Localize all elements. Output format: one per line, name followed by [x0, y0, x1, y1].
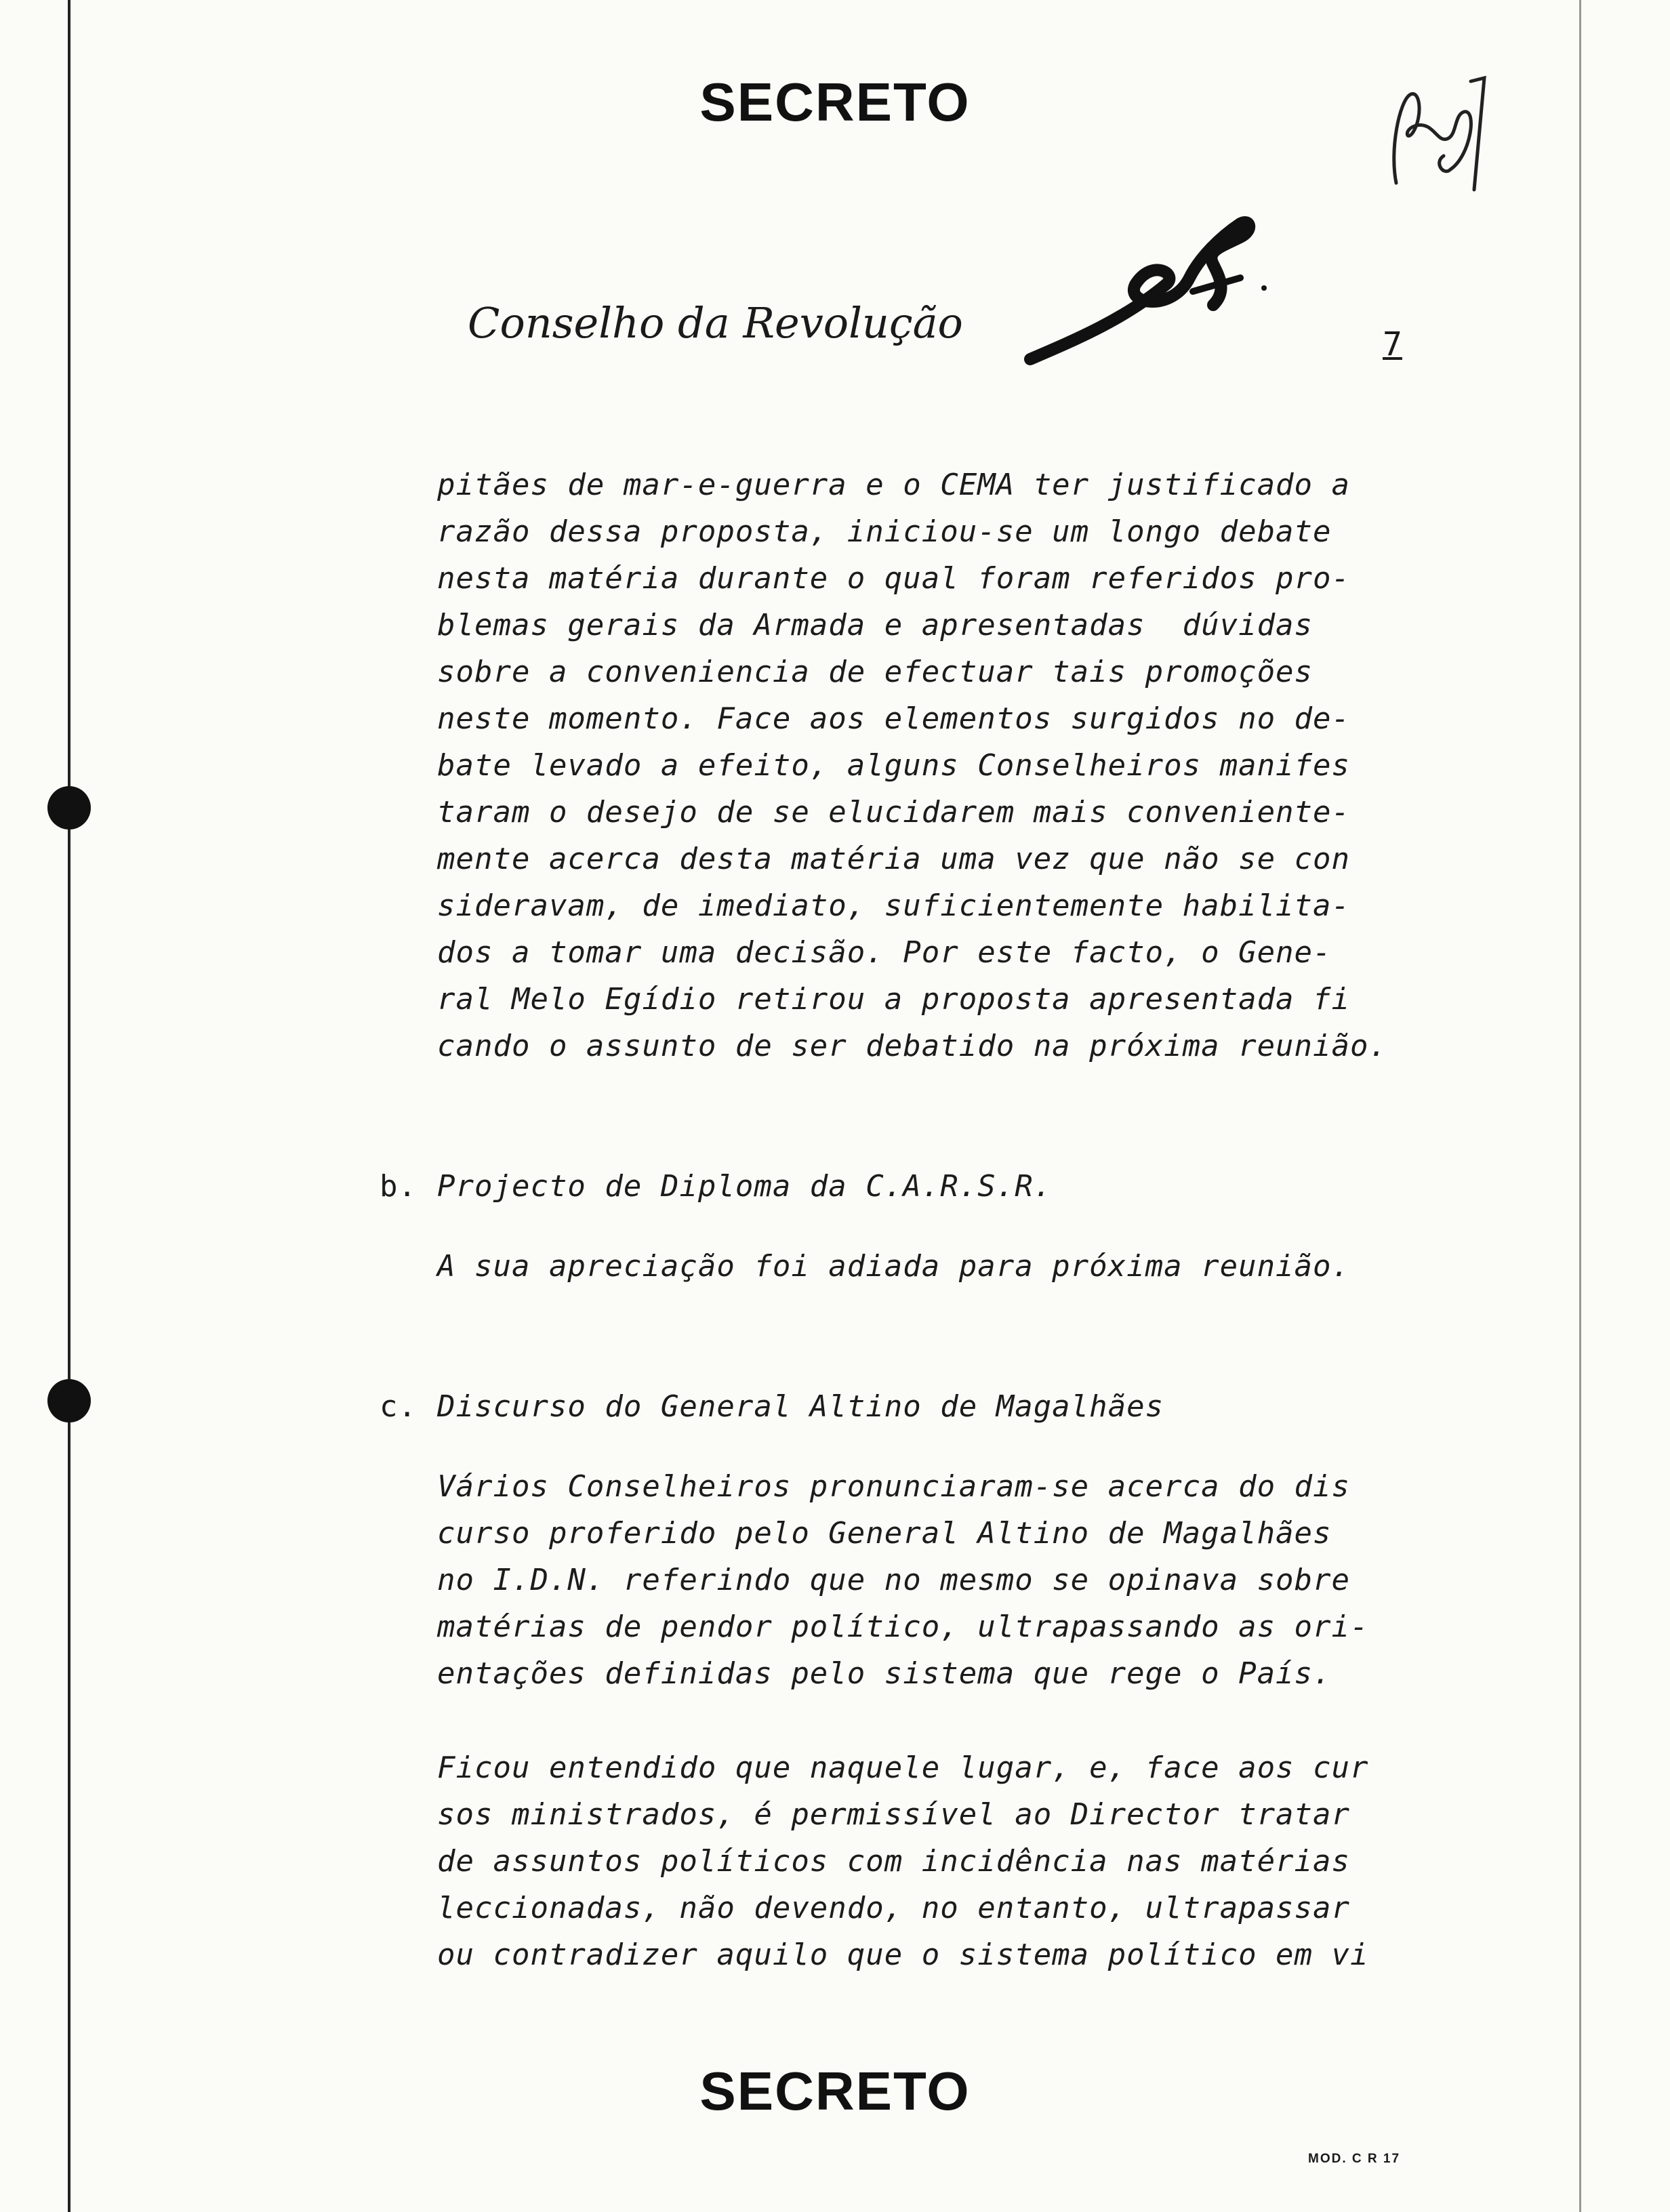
text-line: matérias de pendor político, ultrapassando as ori-	[437, 1610, 1369, 1644]
text-line: A sua apreciação foi adiada para próxima reunião.	[437, 1249, 1351, 1284]
text-line: nesta matéria durante o qual foram referidos pro-	[437, 561, 1351, 596]
text-line: mente acerca desta matéria uma vez que não se con	[437, 842, 1351, 876]
letterhead: Conselho da Revolução	[468, 298, 963, 348]
text-line: de assuntos políticos com incidência nas matérias	[437, 1844, 1351, 1879]
right-page-edge	[1579, 0, 1581, 2212]
text-line: razão dessa proposta, iniciou-se um longo debate	[437, 514, 1332, 549]
text-line: bate levado a efeito, alguns Conselheiros manifes	[437, 748, 1351, 783]
item-b-heading	[380, 1169, 1052, 1204]
punch-hole	[47, 1379, 91, 1422]
text-line: Ficou entendido que naquele lugar, e, face aos cur	[437, 1750, 1369, 1785]
form-code: MOD. C R 17	[1308, 2152, 1401, 2166]
text-line: sobre a conveniencia de efectuar tais promoções	[437, 655, 1313, 689]
punch-hole	[47, 786, 91, 830]
page-number: 7	[1383, 325, 1402, 363]
text-line: dos a tomar uma decisão. Por este facto, o Gene-	[437, 935, 1332, 970]
text-line: taram o desejo de se elucidarem mais conveniente-	[437, 795, 1351, 830]
item-c-heading	[380, 1389, 1164, 1424]
handwritten-signature	[1017, 210, 1274, 373]
text-line: Vários Conselheiros pronunciaram-se acerca do dis	[437, 1469, 1351, 1504]
item-label: c.	[380, 1389, 417, 1424]
item-title: Projecto de Diploma da C.A.R.S.R.	[437, 1169, 1053, 1204]
text-line: entações definidas pelo sistema que rege o País.	[437, 1656, 1332, 1691]
text-line: curso proferido pelo General Altino de Magalhães	[437, 1516, 1332, 1551]
handwritten-initials	[1369, 75, 1491, 203]
text-line: pitães de mar-e-guerra e o CEMA ter justificado a	[437, 468, 1351, 502]
classification-header: SECRETO	[699, 72, 971, 132]
text-line: ral Melo Egídio retirou a proposta apresentada fi	[437, 982, 1351, 1017]
text-line: no I.D.N. referindo que no mesmo se opinava sobre	[437, 1563, 1351, 1597]
text-line: sos ministrados, é permissível ao Director tratar	[437, 1797, 1351, 1832]
classification-footer: SECRETO	[699, 2061, 971, 2121]
text-line: ou contradizer aquilo que o sistema político em vi	[437, 1938, 1369, 1972]
text-line: sideravam, de imediato, suficientemente habilita-	[437, 888, 1351, 923]
text-line: cando o assunto de ser debatido na próxima reunião.	[437, 1029, 1388, 1063]
left-margin-rule	[68, 0, 70, 2212]
text-line: neste momento. Face aos elementos surgidos no de-	[437, 701, 1351, 736]
item-title: Discurso do General Altino de Magalhães	[437, 1389, 1164, 1424]
text-line: leccionadas, não devendo, no entanto, ultrapassar	[437, 1891, 1351, 1925]
text-line: blemas gerais da Armada e apresentadas dúvidas	[437, 608, 1313, 642]
item-label: b.	[380, 1169, 417, 1204]
